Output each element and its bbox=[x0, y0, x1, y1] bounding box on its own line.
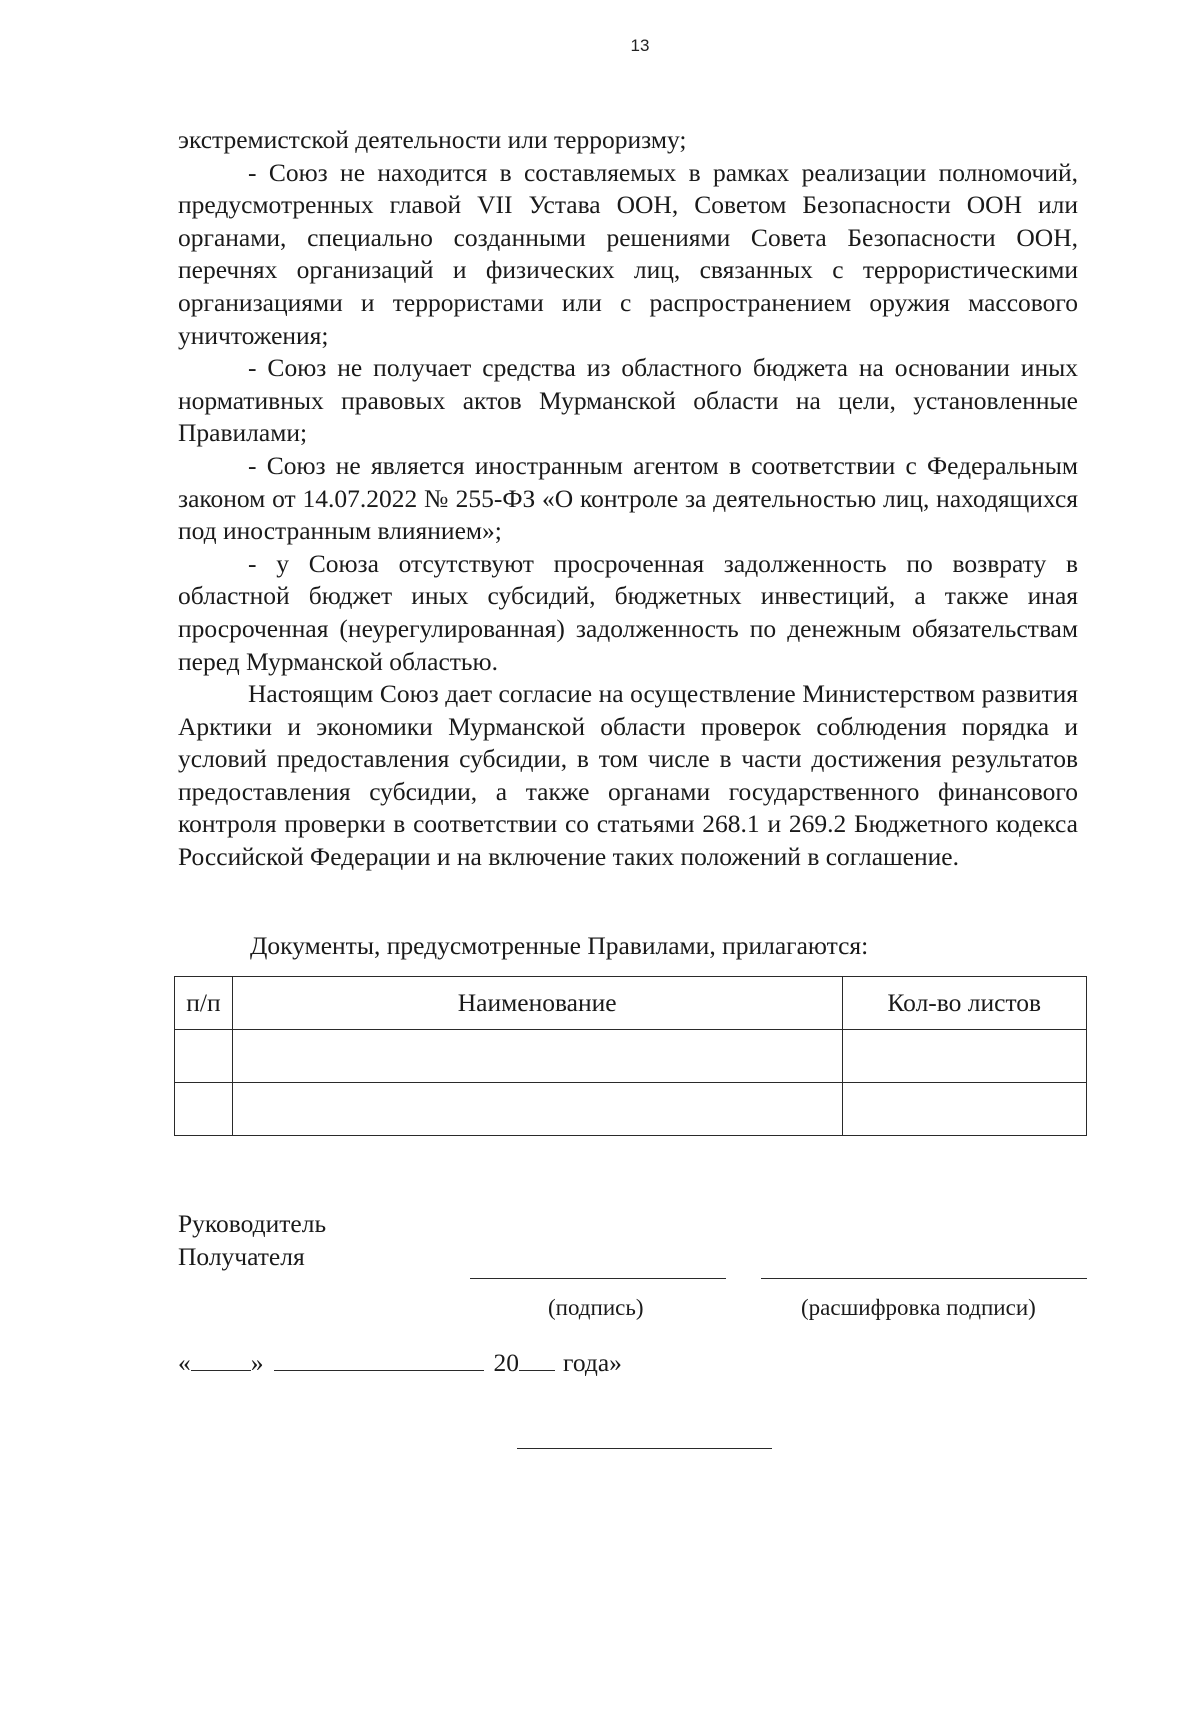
signature-line bbox=[470, 1278, 726, 1279]
signer-line-2: Получателя bbox=[178, 1242, 305, 1271]
column-header-name: Наименование bbox=[232, 977, 842, 1030]
column-header-sheets: Кол-во листов bbox=[842, 977, 1087, 1030]
table-cell bbox=[175, 1083, 233, 1136]
column-header-number: п/п bbox=[175, 977, 233, 1030]
date-century: 20 bbox=[493, 1348, 519, 1377]
table-cell bbox=[175, 1030, 233, 1083]
table-cell bbox=[232, 1030, 842, 1083]
signature-decoding-line bbox=[761, 1278, 1087, 1279]
table-row bbox=[175, 1083, 1087, 1136]
date-month-blank bbox=[274, 1346, 484, 1371]
paragraph: Настоящим Союз дает согласие на осуществление Министерством развития Арктики и экономики Мурманской области проверок соблюдения порядка и условий предоставления субсидии, в том числе в части достижения результатов предоставления субсидии, а также органами государственного финансового контроля проверки в соответствии со статьями 268.1 и 269.2 Бюджетного кодекса Российской Федерации и на включение таких положений в соглашение. bbox=[178, 679, 1078, 872]
signature-decoding-caption: (расшифровка подписи) bbox=[801, 1295, 1036, 1320]
table-cell bbox=[842, 1030, 1087, 1083]
table-header-row bbox=[175, 977, 1087, 1030]
table-row bbox=[175, 1030, 1087, 1083]
documents-caption: Документы, предусмотренные Правилами, прилагаются: bbox=[250, 931, 869, 960]
date-row bbox=[178, 1346, 622, 1379]
table-cell bbox=[232, 1083, 842, 1136]
paragraph: - Союз не получает средства из областного бюджета на основании иных нормативных правовых актов Мурманской области на цели, установленные Правилами; bbox=[178, 353, 1078, 448]
page-number: 13 bbox=[630, 36, 650, 55]
signer-line-1: Руководитель bbox=[178, 1209, 327, 1238]
paragraph: - Союз не находится в составляемых в рамках реализации полномочий, предусмотренных главой VII Устава ООН, Советом Безопасности ООН или органами, специально созданными решениями Совета Безопасности ООН, перечнях организаций и физических лиц, связанных с террористическими организациями и террористами или с распространением оружия массового уничтожения; bbox=[178, 157, 1078, 350]
paragraph: экстремистской деятельности или терроризму; bbox=[178, 125, 687, 154]
date-day-blank bbox=[191, 1346, 251, 1371]
documents-table bbox=[174, 976, 1087, 1136]
end-separator-line bbox=[517, 1448, 772, 1449]
date-suffix: года» bbox=[563, 1348, 622, 1377]
date-year-blank bbox=[519, 1346, 555, 1371]
body-text bbox=[178, 124, 1078, 874]
signer-title bbox=[178, 1207, 326, 1273]
paragraph: - у Союза отсутствуют просроченная задолженность по возврату в областной бюджет иных субсидий, бюджетных инвестиций, а также иная просроченная (неурегулированная) задолженность по денежным обязательствам перед Мурманской областью. bbox=[178, 548, 1078, 676]
date-open-quote: « bbox=[178, 1348, 191, 1377]
date-close-quote: » bbox=[250, 1348, 264, 1377]
signature-caption: (подпись) bbox=[548, 1295, 644, 1320]
paragraph: - Союз не является иностранным агентом в соответствии с Федеральным законом от 14.07.2022 № 255-ФЗ «О контроле за деятельностью лиц, находящихся под иностранным влиянием»; bbox=[178, 450, 1078, 546]
table-cell bbox=[842, 1083, 1087, 1136]
